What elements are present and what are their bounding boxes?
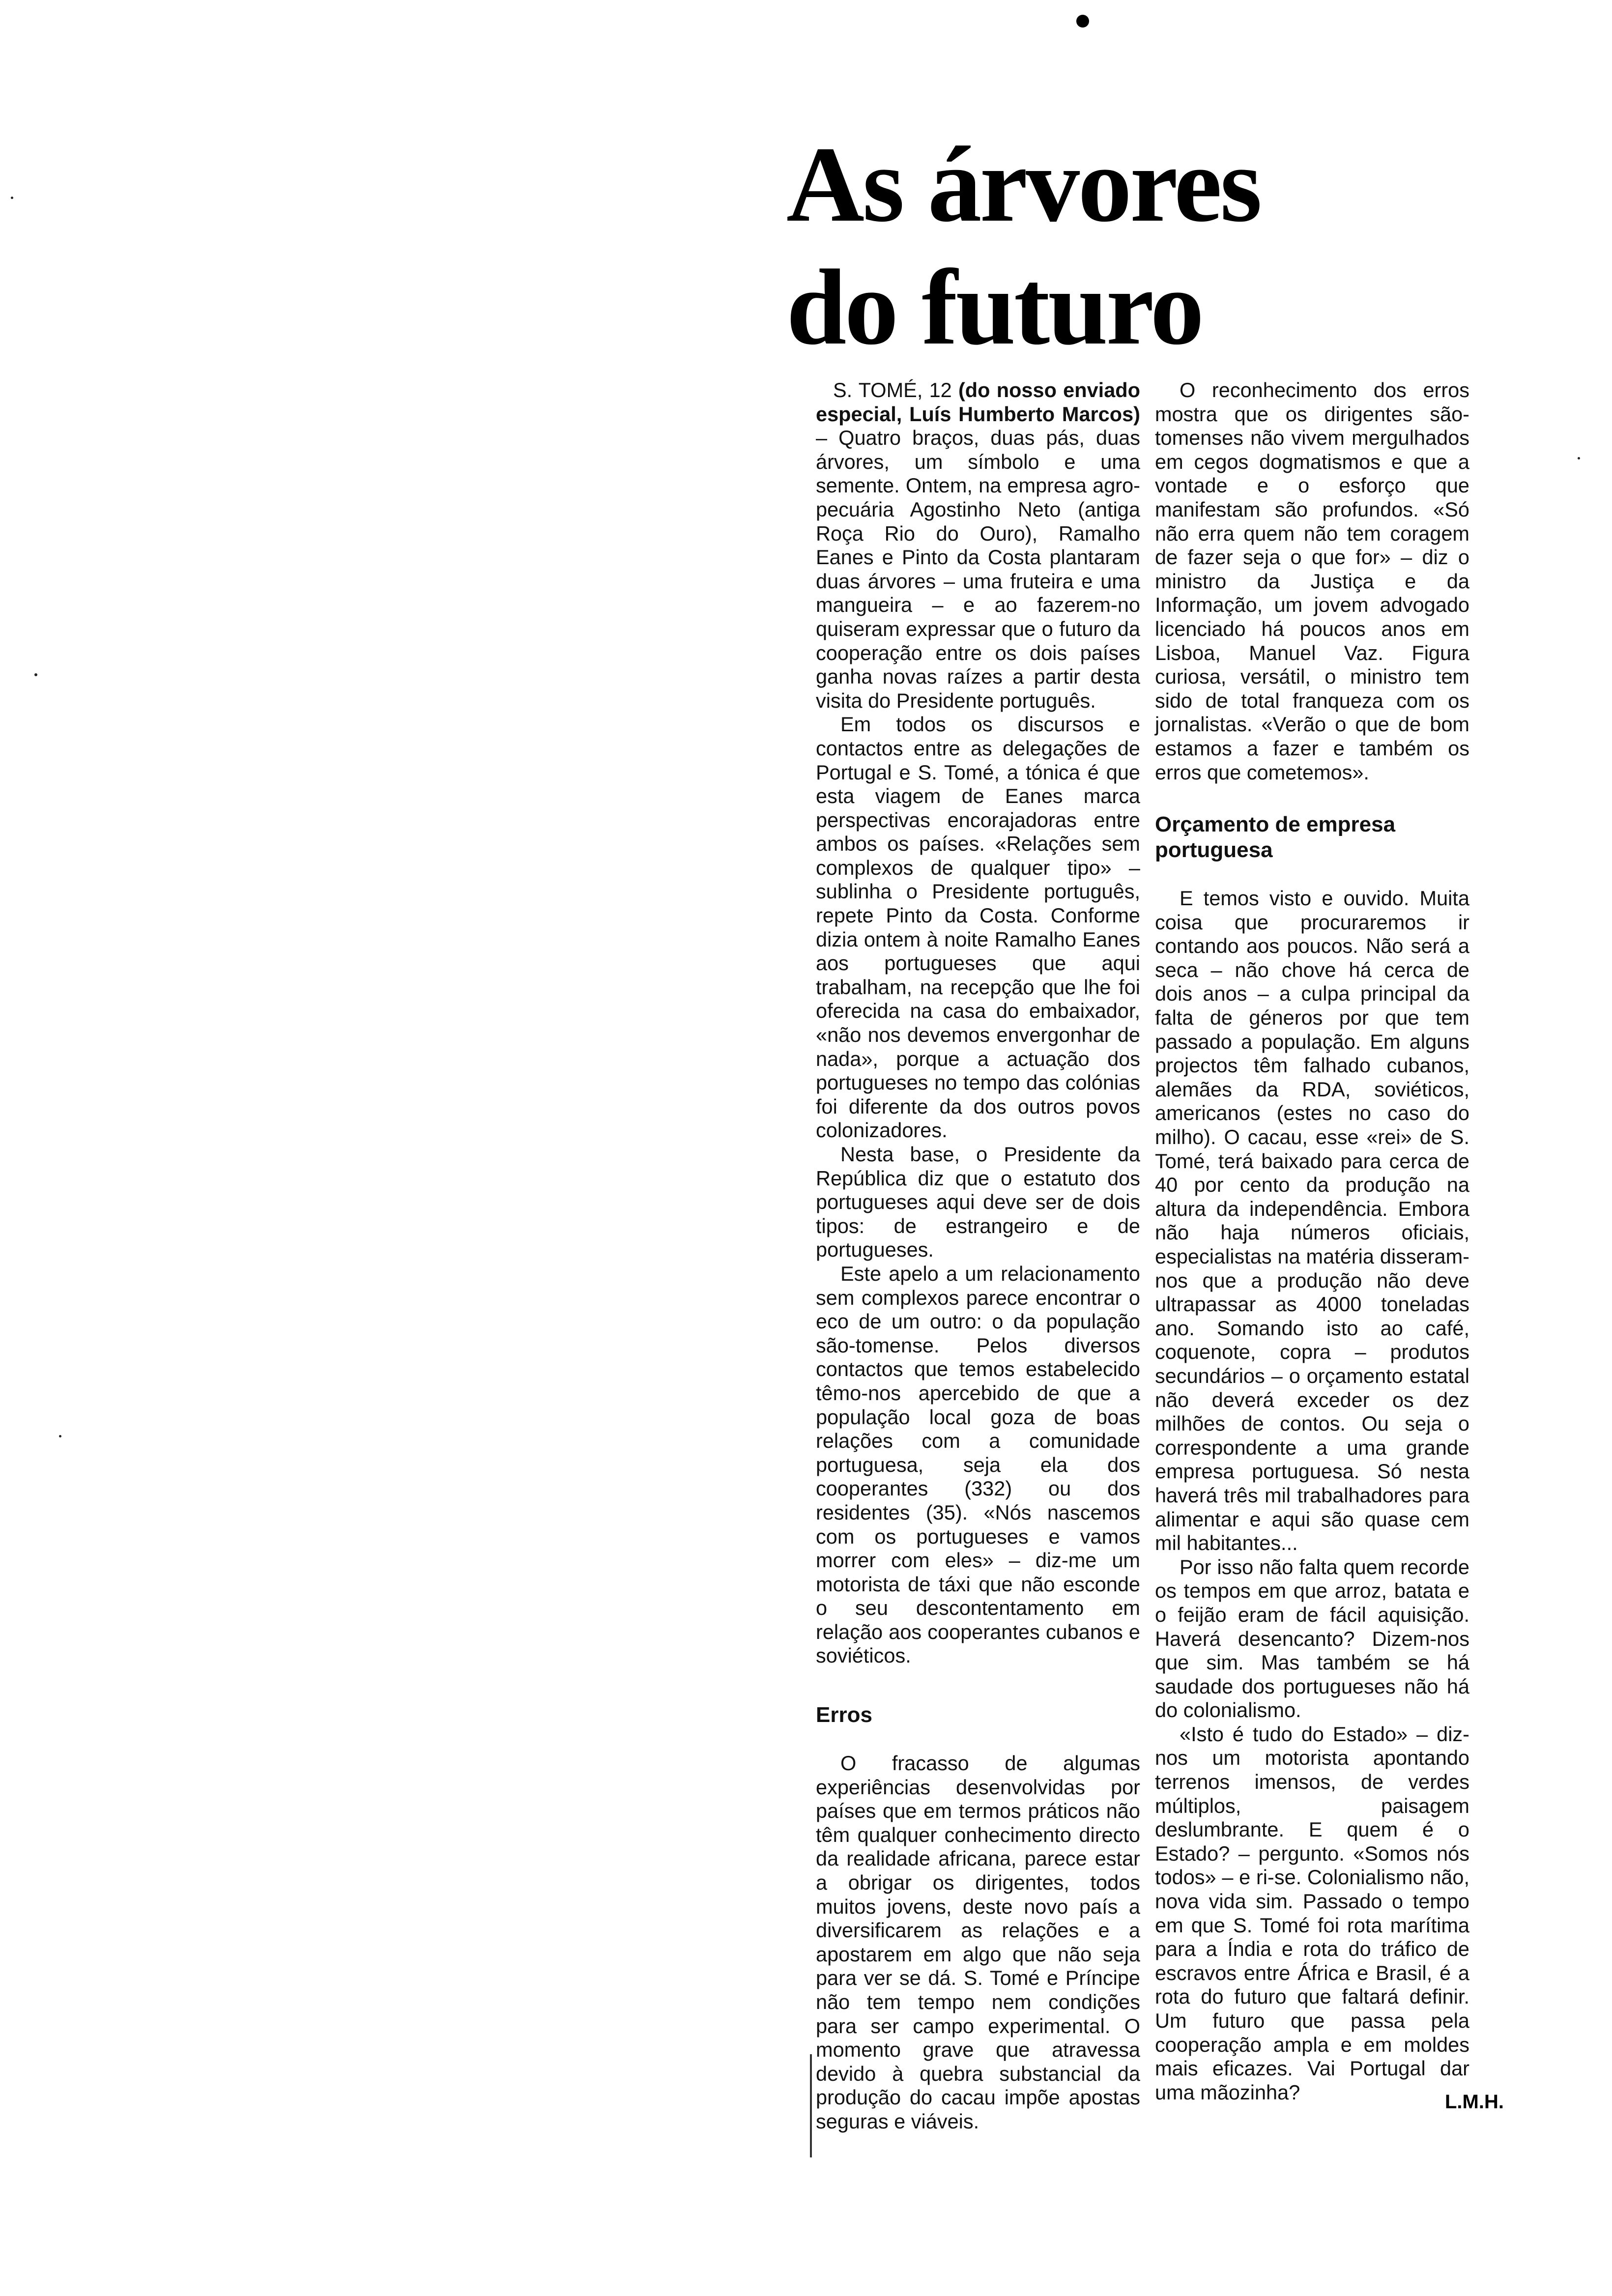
author-signature: L.M.H. [1445,2091,1504,2113]
paragraph: Por isso não falta quem recorde os tempos em que arroz, batata e o feijão eram de fácil aquisição. Haverá desencanto? Dizem-nos que sim. Mas também se há saudade dos portugueses não há do colonialismo. [1155,1555,1469,1722]
print-speck [1578,457,1580,459]
print-speck [11,197,13,199]
headline-line-2: do futuro [786,247,1203,367]
paragraph: O fracasso de algumas experiências desenvolvidas por países que em termos práticos não têm qualquer conhecimento directo da realidade africana, parece estar a obrigar os dirigentes, todos muitos jovens, deste novo país a diversificarem as relações e a apostarem em algo que não seja para ver se dá. S. Tomé e Príncipe não tem tempo nem condições para ser campo experimental. O momento grave que atravessa devido à quebra substancial da produção do cacau impõe apostas seguras e viáveis. [816,1751,1140,2133]
section-heading-orcamento: Orçamento de empresa portuguesa [1155,812,1396,862]
paragraph: E temos visto e ouvido. Muita coisa que procuraremos ir contando aos poucos. Não será a seca – não chove há cerca de dois anos – a culpa principal da falta de géneros por que tem passado a população. Em alguns projectos têm falhado cubanos, alemães da RDA, soviéticos, americanos (estes no caso do milho). O cacau, esse «rei» de S. Tomé, terá baixado para cerca de 40 por cento da produção na altura da independência. Embora não haja números oficiais, especialistas na matéria disseram-nos que a produção não deve ultrapassar as 4000 toneladas ano. Somando isto ao café, coquenote, copra – produtos secundários – o orçamento estatal não deverá exceder os dez milhões de contos. Ou seja o correspondente a uma grande empresa portuguesa. Só nesta haverá três mil trabalhadores para alimentar e aqui são quase cem mil habitantes... [1155,887,1469,1555]
archive-stamp-smudge [1204,137,1450,355]
column-rule [810,2054,812,2157]
dateline: S. TOMÉ, 12 [833,378,952,402]
paragraph: Nesta base, o Presidente da República diz que o estatuto dos portugueses aqui deve ser de dois tipos: de estrangeiro e de portugueses. [816,1143,1140,1262]
headline-line-1: As árvores [786,124,1261,244]
section-heading-erros: Erros [816,1703,872,1727]
paragraph: Em todos os discursos e contactos entre as delegações de Portugal e S. Tomé, a tónica é que esta viagem de Eanes marca perspectivas encorajadoras entre ambos os países. «Relações sem complexos de qualquer tipo» – sublinha o Presidente português, repete Pinto da Costa. Conforme dizia ontem à noite Ramalho Eanes aos portugueses que aqui trabalham, na recepção que lhe foi oferecida na casa do embaixador, «não nos devemos envergonhar de nada», porque a actuação dos portugueses no tempo das colónias foi diferente da dos outros povos colonizadores. [816,713,1140,1142]
intro-text: – Quatro braços, duas pás, duas árvores, um símbolo e uma semente. Ontem, na empresa agro-pecuária Agostinho Neto (antiga Roça Rio do Ouro), Ramalho Eanes e Pinto da Costa plantaram duas árvores – uma fruteira e uma mangueira – e ao fazerem-no quiseram expressar que o futuro da cooperação entre os dois países ganha novas raízes a partir desta visita do Presidente português. [816,426,1140,712]
paragraph: O reconhecimento dos erros mostra que os dirigentes são-tomenses não vivem mergulhados em cegos dogmatismos e que a vontade e o esforço que manifestam são profundos. «Só não erra quem não tem coragem de fazer seja o que for» – diz o ministro da Justiça e da Informação, um jovem advogado licenciado há poucos anos em Lisboa, Manuel Vaz. Figura curiosa, versátil, o ministro tem sido de total franqueza com os jornalistas. «Verão o que de bom estamos a fazer e também os erros que cometemos». [1155,378,1469,784]
paragraph: Este apelo a um relacionamento sem complexos parece encontrar o eco de um outro: o da população são-tomense. Pelos diversos contactos que temos estabelecido têmo-nos apercebido de que a população local goza de boas relações com a comunidade portuguesa, seja ela dos cooperantes (332) ou dos residentes (35). «Nós nascemos com os portugueses e vamos morrer com eles» – diz-me um motorista de táxi que não esconde o seu descontentamento em relação aos cooperantes cubanos e soviéticos. [816,1262,1140,1667]
print-speck [34,673,37,676]
article-column-left [816,378,1140,2134]
paragraph: «Isto é tudo do Estado» – diz-nos um motorista apontando terrenos imensos, de verdes múltiplos, paisagem deslumbrante. E quem é o Estado? – pergunto. «Somos nós todos» – e ri-se. Colonialismo não, nova vida sim. Passado o tempo em que S. Tomé foi rota marítima para a Índia e rota do tráfico de escravos entre África e Brasil, é a rota do futuro que faltará definir. Um futuro que passa pela cooperação ampla e em moldes mais eficazes. Vai Portugal dar uma mãozinha? [1155,1722,1469,2104]
byline: (do nosso enviado especial, Luís Humberto Marcos) [816,378,1140,426]
print-speck [59,1435,61,1437]
print-dot [1076,15,1089,28]
article-column-right [1155,378,1469,2104]
headline [786,123,1260,369]
intro-paragraph [816,378,1140,713]
